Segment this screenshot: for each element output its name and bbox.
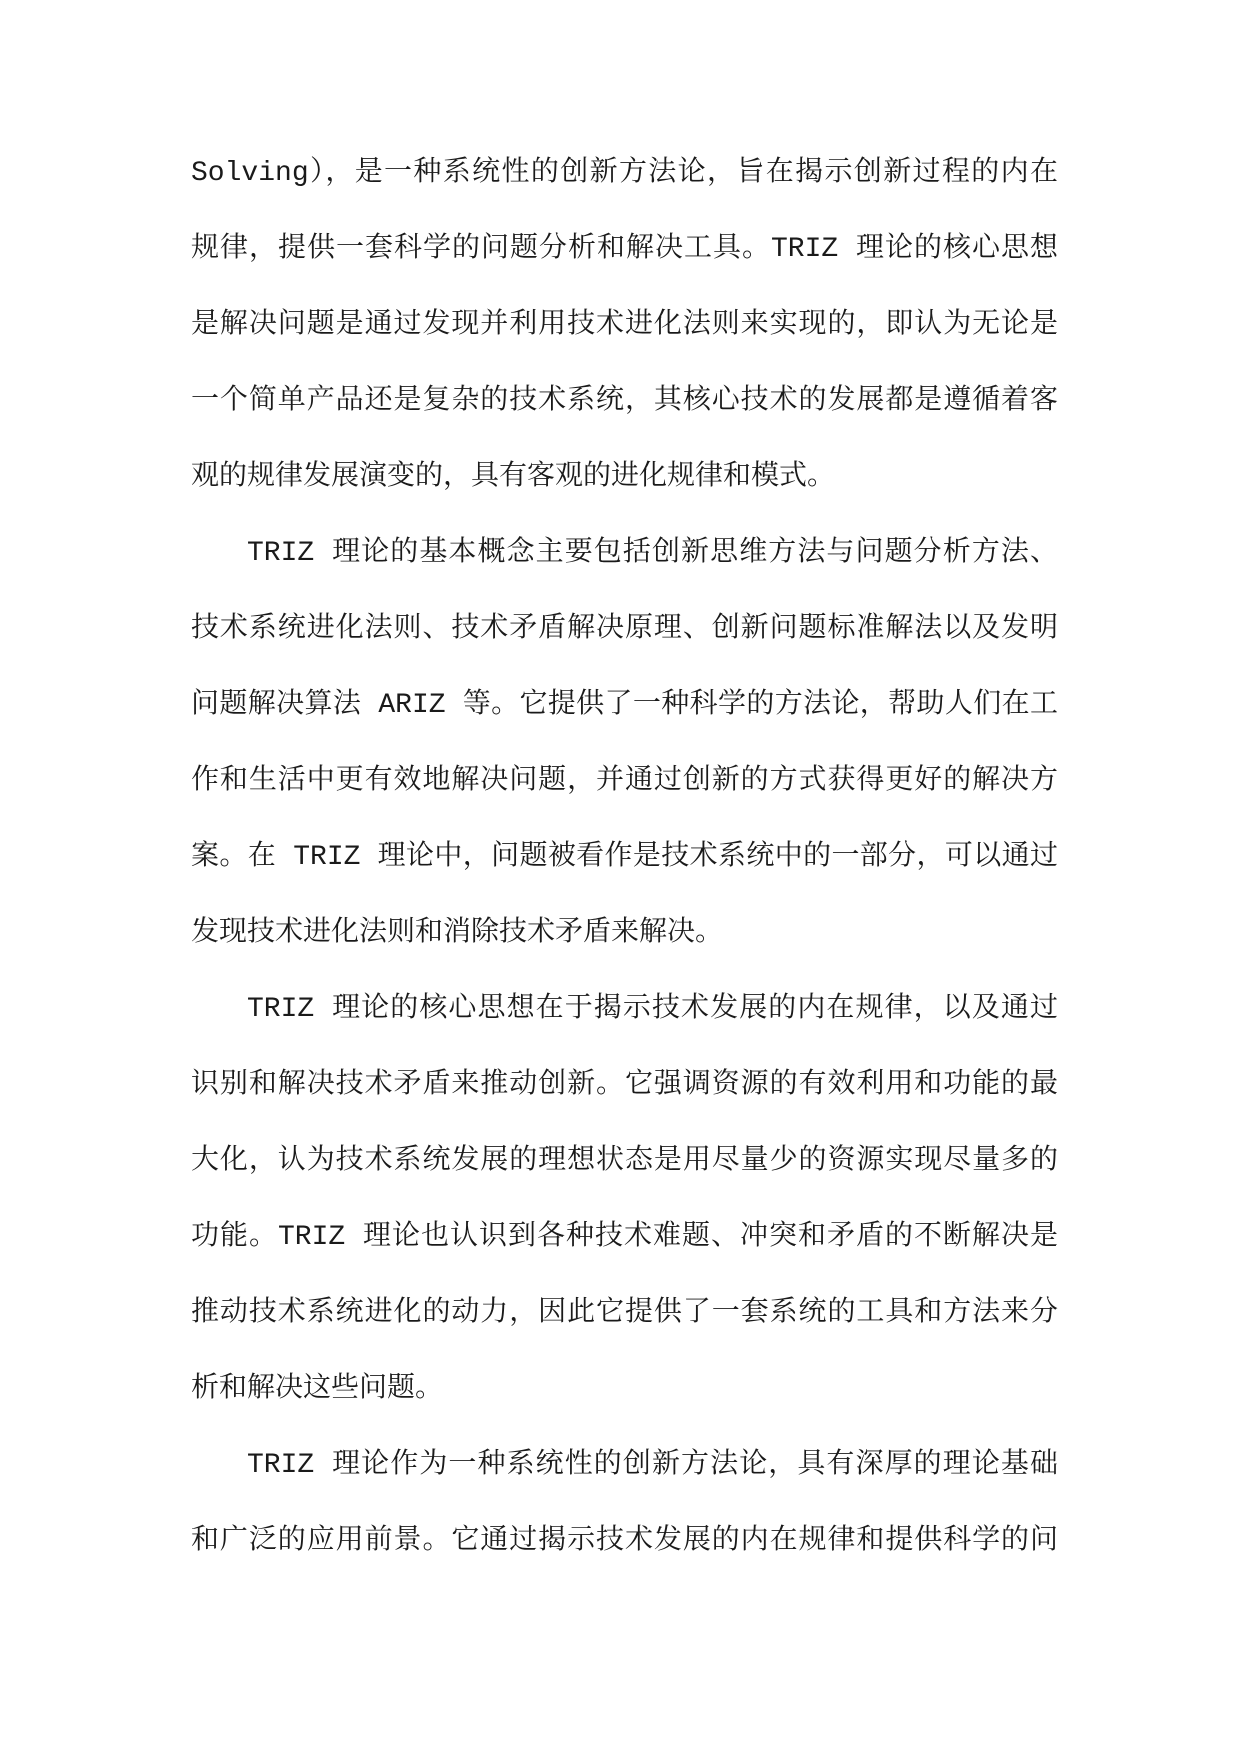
text-line: 技术系统进化法则、技术矛盾解决原理、创新问题标准解法以及发明 (191, 614, 1058, 645)
text-line: 观的规律发展演变的，具有客观的进化规律和模式。 (191, 462, 836, 493)
text-line: 识别和解决技术矛盾来推动创新。它强调资源的有效利用和功能的最 (191, 1070, 1058, 1101)
paragraph (191, 1428, 1058, 1580)
text-line: TRIZ 理论作为一种系统性的创新方法论，具有深厚的理论基础 (247, 1450, 1058, 1481)
text-line: 大化，认为技术系统发展的理想状态是用尽量少的资源实现尽量多的 (191, 1146, 1058, 1177)
text-line: 作和生活中更有效地解决问题，并通过创新的方式获得更好的解决方 (191, 766, 1058, 797)
text-line: 发现技术进化法则和消除技术矛盾来解决。 (191, 918, 724, 949)
text-line: 和广泛的应用前景。它通过揭示技术发展的内在规律和提供科学的问 (191, 1526, 1058, 1557)
text-line: 问题解决算法 ARIZ 等。它提供了一种科学的方法论，帮助人们在工 (191, 690, 1058, 721)
text-line: 规律，提供一套科学的问题分析和解决工具。TRIZ 理论的核心思想 (191, 234, 1058, 265)
text-line: 一个简单产品还是复杂的技术系统，其核心技术的发展都是遵循着客 (191, 386, 1058, 417)
text-line: 析和解决这些问题。 (191, 1374, 444, 1405)
paragraph (191, 972, 1058, 1428)
paragraph (191, 516, 1058, 972)
text-line: TRIZ 理论的基本概念主要包括创新思维方法与问题分析方法、 (247, 538, 1058, 569)
text-line: TRIZ 理论的核心思想在于揭示技术发展的内在规律，以及通过 (247, 994, 1058, 1025)
text-line: 是解决问题是通过发现并利用技术进化法则来实现的，即认为无论是 (191, 310, 1058, 341)
text-line: 推动技术系统进化的动力，因此它提供了一套系统的工具和方法来分 (191, 1298, 1058, 1329)
body-text (191, 136, 1058, 1580)
text-line: 案。在 TRIZ 理论中，问题被看作是技术系统中的一部分，可以通过 (191, 842, 1058, 873)
paragraph (191, 136, 1058, 516)
text-line: 功能。TRIZ 理论也认识到各种技术难题、冲突和矛盾的不断解决是 (191, 1222, 1058, 1253)
text-line: Solving），是一种系统性的创新方法论，旨在揭示创新过程的内在 (191, 158, 1058, 189)
